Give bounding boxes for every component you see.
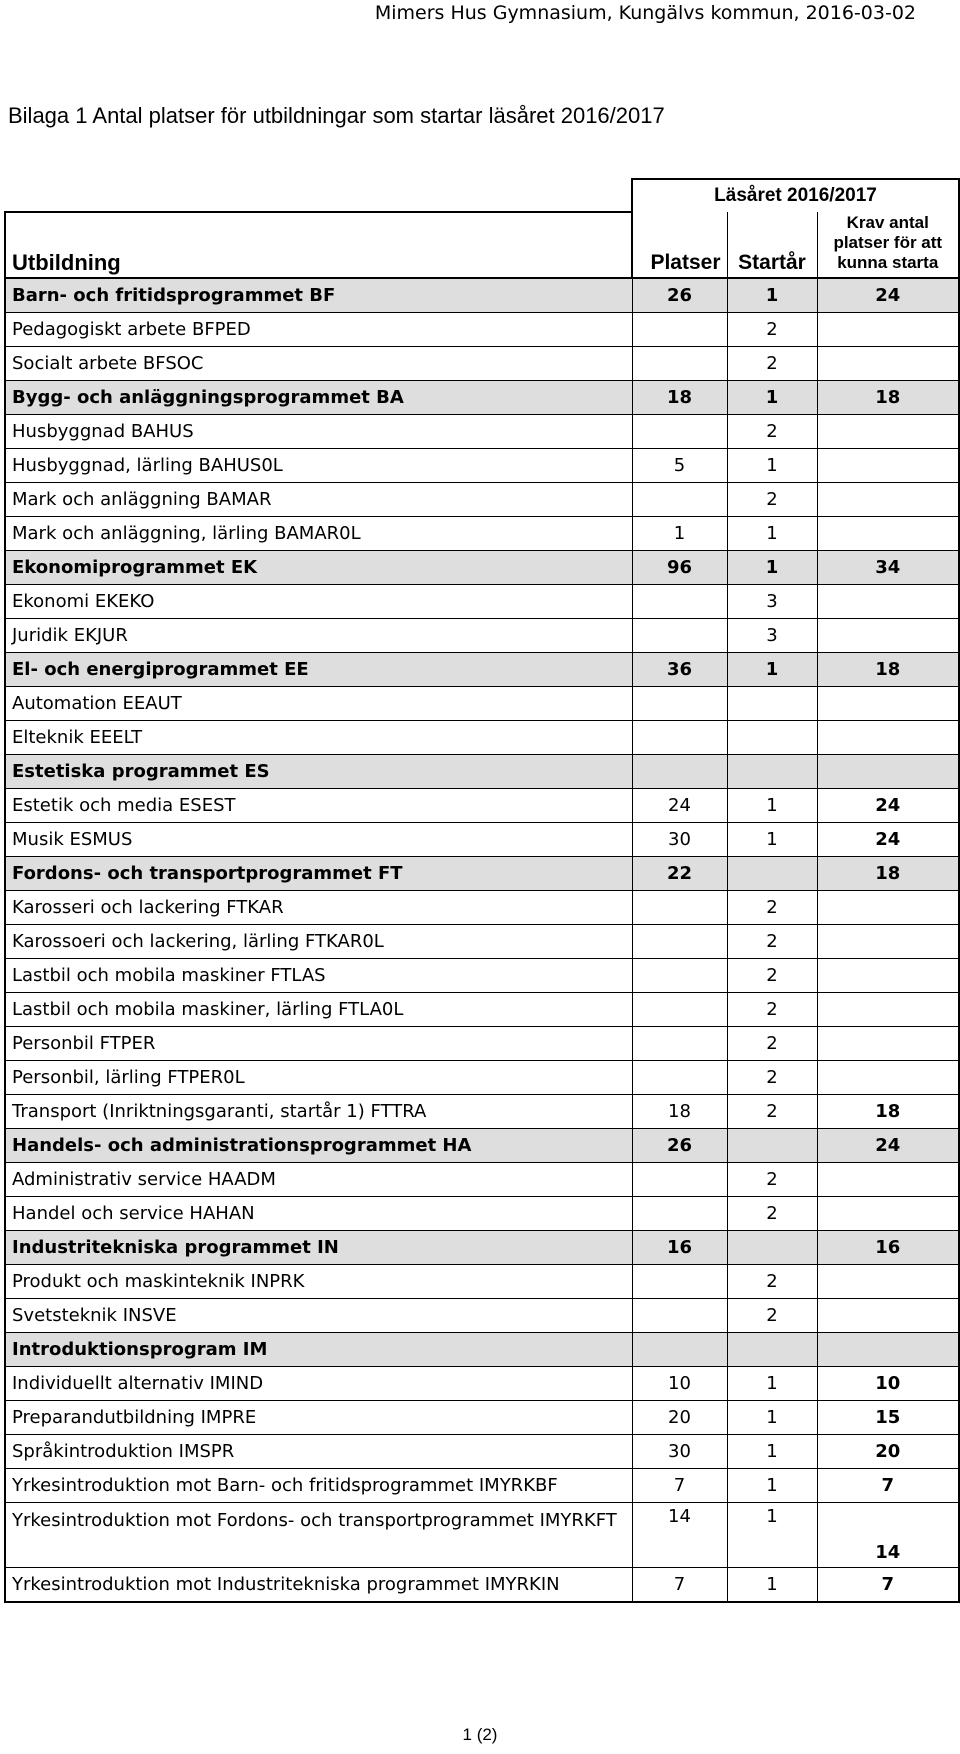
table-row bbox=[5, 925, 959, 959]
cell-platser: 36 bbox=[632, 653, 727, 687]
cell-platser: 22 bbox=[632, 857, 727, 891]
table-row bbox=[5, 993, 959, 1027]
table-row bbox=[5, 1061, 959, 1095]
column-header-startar: Startår bbox=[727, 212, 817, 278]
table-row bbox=[5, 1265, 959, 1299]
school-year-header: Läsåret 2016/2017 bbox=[632, 179, 959, 212]
cell-utbildning: Ekonomiprogrammet EK bbox=[5, 551, 632, 585]
cell-platser bbox=[632, 993, 727, 1027]
cell-startar: 1 bbox=[727, 551, 817, 585]
cell-startar: 1 bbox=[727, 278, 817, 313]
table-row bbox=[5, 789, 959, 823]
cell-utbildning: Lastbil och mobila maskiner FTLAS bbox=[5, 959, 632, 993]
cell-platser bbox=[632, 483, 727, 517]
cell-startar: 2 bbox=[727, 1095, 817, 1129]
cell-utbildning: Introduktionsprogram IM bbox=[5, 1333, 632, 1367]
cell-krav: 24 bbox=[817, 823, 959, 857]
program-row bbox=[5, 1231, 959, 1265]
program-row bbox=[5, 1129, 959, 1163]
cell-startar: 2 bbox=[727, 483, 817, 517]
cell-krav bbox=[817, 1265, 959, 1299]
cell-startar bbox=[727, 1231, 817, 1265]
table-row bbox=[5, 1095, 959, 1129]
cell-utbildning: Socialt arbete BFSOC bbox=[5, 347, 632, 381]
cell-platser: 26 bbox=[632, 1129, 727, 1163]
cell-krav: 18 bbox=[817, 1095, 959, 1129]
cell-platser bbox=[632, 1061, 727, 1095]
cell-krav: 18 bbox=[817, 381, 959, 415]
program-row bbox=[5, 551, 959, 585]
cell-krav: 7 bbox=[817, 1469, 959, 1503]
cell-utbildning: Automation EEAUT bbox=[5, 687, 632, 721]
cell-utbildning: Mark och anläggning BAMAR bbox=[5, 483, 632, 517]
table-row bbox=[5, 1299, 959, 1333]
cell-startar: 1 bbox=[727, 449, 817, 483]
cell-krav bbox=[817, 1197, 959, 1231]
cell-platser: 5 bbox=[632, 449, 727, 483]
cell-startar: 1 bbox=[727, 1367, 817, 1401]
table-row bbox=[5, 483, 959, 517]
cell-utbildning: Husbyggnad, lärling BAHUS0L bbox=[5, 449, 632, 483]
cell-utbildning: Karossoeri och lackering, lärling FTKAR0L bbox=[5, 925, 632, 959]
cell-krav bbox=[817, 313, 959, 347]
column-header-utbildning: Utbildning bbox=[5, 212, 632, 278]
cell-krav: 34 bbox=[817, 551, 959, 585]
cell-platser bbox=[632, 1163, 727, 1197]
cell-startar: 1 bbox=[727, 1401, 817, 1435]
cell-utbildning: Produkt och maskinteknik INPRK bbox=[5, 1265, 632, 1299]
cell-krav bbox=[817, 517, 959, 551]
column-header-platser: Platser bbox=[632, 212, 727, 278]
page-number: 1 (2) bbox=[462, 1725, 498, 1744]
table-row bbox=[5, 891, 959, 925]
cell-utbildning: Lastbil och mobila maskiner, lärling FTLA0L bbox=[5, 993, 632, 1027]
cell-krav bbox=[817, 483, 959, 517]
table-row bbox=[5, 347, 959, 381]
table-row bbox=[5, 959, 959, 993]
cell-utbildning: Industritekniska programmet IN bbox=[5, 1231, 632, 1265]
cell-utbildning: Transport (Inriktningsgaranti, startår 1) FTTRA bbox=[5, 1095, 632, 1129]
cell-platser bbox=[632, 1333, 727, 1367]
cell-krav bbox=[817, 755, 959, 789]
cell-utbildning: Pedagogiskt arbete BFPED bbox=[5, 313, 632, 347]
table-row bbox=[5, 1163, 959, 1197]
cell-startar: 1 bbox=[727, 1568, 817, 1603]
cell-utbildning: Bygg- och anläggningsprogrammet BA bbox=[5, 381, 632, 415]
cell-krav bbox=[817, 959, 959, 993]
cell-platser bbox=[632, 619, 727, 653]
table-row bbox=[5, 687, 959, 721]
program-row bbox=[5, 278, 959, 313]
cell-platser bbox=[632, 1265, 727, 1299]
cell-utbildning: Karosseri och lackering FTKAR bbox=[5, 891, 632, 925]
cell-platser bbox=[632, 925, 727, 959]
cell-utbildning: Juridik EKJUR bbox=[5, 619, 632, 653]
program-row bbox=[5, 857, 959, 891]
cell-platser: 30 bbox=[632, 823, 727, 857]
cell-platser: 10 bbox=[632, 1367, 727, 1401]
table-row bbox=[5, 1027, 959, 1061]
cell-utbildning: El- och energiprogrammet EE bbox=[5, 653, 632, 687]
cell-startar: 2 bbox=[727, 347, 817, 381]
cell-utbildning: Estetik och media ESEST bbox=[5, 789, 632, 823]
cell-krav: 24 bbox=[817, 1129, 959, 1163]
cell-krav bbox=[817, 449, 959, 483]
cell-startar: 2 bbox=[727, 1299, 817, 1333]
cell-utbildning: Yrkesintroduktion mot Barn- och fritidsprogrammet IMYRKBF bbox=[5, 1469, 632, 1503]
cell-platser: 20 bbox=[632, 1401, 727, 1435]
cell-startar bbox=[727, 1333, 817, 1367]
cell-utbildning: Yrkesintroduktion mot Fordons- och transportprogrammet IMYRKFT bbox=[5, 1503, 632, 1568]
cell-platser: 96 bbox=[632, 551, 727, 585]
cell-platser: 7 bbox=[632, 1469, 727, 1503]
cell-startar: 3 bbox=[727, 585, 817, 619]
cell-krav bbox=[817, 1163, 959, 1197]
cell-krav bbox=[817, 1299, 959, 1333]
table-row bbox=[5, 313, 959, 347]
table-row bbox=[5, 1197, 959, 1231]
cell-utbildning: Yrkesintroduktion mot Industritekniska programmet IMYRKIN bbox=[5, 1568, 632, 1603]
cell-startar: 1 bbox=[727, 823, 817, 857]
cell-utbildning: Handel och service HAHAN bbox=[5, 1197, 632, 1231]
cell-startar: 2 bbox=[727, 1061, 817, 1095]
cell-utbildning: Personbil, lärling FTPER0L bbox=[5, 1061, 632, 1095]
cell-platser bbox=[632, 959, 727, 993]
cell-startar: 1 bbox=[727, 517, 817, 551]
table-row bbox=[5, 517, 959, 551]
cell-krav bbox=[817, 585, 959, 619]
table-row bbox=[5, 1469, 959, 1503]
cell-utbildning: Språkintroduktion IMSPR bbox=[5, 1435, 632, 1469]
cell-startar: 2 bbox=[727, 993, 817, 1027]
document-title: Bilaga 1 Antal platser för utbildningar som startar läsåret 2016/2017 bbox=[8, 103, 665, 128]
cell-startar: 1 bbox=[727, 1503, 817, 1568]
cell-krav: 16 bbox=[817, 1231, 959, 1265]
cell-krav: 15 bbox=[817, 1401, 959, 1435]
cell-platser bbox=[632, 1299, 727, 1333]
cell-startar bbox=[727, 687, 817, 721]
cell-platser bbox=[632, 755, 727, 789]
cell-krav bbox=[817, 347, 959, 381]
cell-startar: 2 bbox=[727, 1197, 817, 1231]
cell-utbildning: Mark och anläggning, lärling BAMAR0L bbox=[5, 517, 632, 551]
cell-platser: 24 bbox=[632, 789, 727, 823]
cell-startar: 2 bbox=[727, 1027, 817, 1061]
cell-startar: 2 bbox=[727, 891, 817, 925]
cell-platser: 1 bbox=[632, 517, 727, 551]
table-row bbox=[5, 1367, 959, 1401]
cell-utbildning: Personbil FTPER bbox=[5, 1027, 632, 1061]
cell-utbildning: Husbyggnad BAHUS bbox=[5, 415, 632, 449]
table-row bbox=[5, 1435, 959, 1469]
table-row bbox=[5, 585, 959, 619]
cell-utbildning: Administrativ service HAADM bbox=[5, 1163, 632, 1197]
cell-platser bbox=[632, 347, 727, 381]
cell-startar: 2 bbox=[727, 959, 817, 993]
cell-platser bbox=[632, 891, 727, 925]
cell-platser: 18 bbox=[632, 381, 727, 415]
cell-startar: 1 bbox=[727, 1435, 817, 1469]
cell-krav bbox=[817, 993, 959, 1027]
cell-utbildning: Svetsteknik INSVE bbox=[5, 1299, 632, 1333]
cell-startar: 2 bbox=[727, 1265, 817, 1299]
table-row bbox=[5, 1503, 959, 1568]
cell-platser bbox=[632, 1027, 727, 1061]
table-row bbox=[5, 449, 959, 483]
cell-startar bbox=[727, 721, 817, 755]
cell-krav: 10 bbox=[817, 1367, 959, 1401]
cell-platser bbox=[632, 415, 727, 449]
education-table bbox=[4, 178, 960, 1603]
program-row bbox=[5, 381, 959, 415]
cell-platser: 14 bbox=[632, 1503, 727, 1568]
cell-krav bbox=[817, 687, 959, 721]
cell-krav bbox=[817, 1333, 959, 1367]
cell-utbildning: Handels- och administrationsprogrammet HA bbox=[5, 1129, 632, 1163]
cell-startar: 2 bbox=[727, 925, 817, 959]
cell-krav bbox=[817, 891, 959, 925]
cell-platser: 18 bbox=[632, 1095, 727, 1129]
page-header: Mimers Hus Gymnasium, Kungälvs kommun, 2016-03-02 bbox=[374, 2, 916, 24]
cell-platser bbox=[632, 1197, 727, 1231]
cell-startar bbox=[727, 857, 817, 891]
cell-krav bbox=[817, 1027, 959, 1061]
cell-utbildning: Barn- och fritidsprogrammet BF bbox=[5, 278, 632, 313]
cell-startar: 1 bbox=[727, 653, 817, 687]
table-row bbox=[5, 1401, 959, 1435]
cell-startar: 1 bbox=[727, 789, 817, 823]
table-row bbox=[5, 619, 959, 653]
cell-krav bbox=[817, 721, 959, 755]
cell-platser: 16 bbox=[632, 1231, 727, 1265]
cell-krav bbox=[817, 1061, 959, 1095]
cell-platser: 30 bbox=[632, 1435, 727, 1469]
cell-platser bbox=[632, 585, 727, 619]
program-row bbox=[5, 653, 959, 687]
cell-krav bbox=[817, 415, 959, 449]
cell-krav bbox=[817, 925, 959, 959]
cell-utbildning: Elteknik EEELT bbox=[5, 721, 632, 755]
cell-krav: 18 bbox=[817, 857, 959, 891]
cell-krav: 7 bbox=[817, 1568, 959, 1603]
cell-utbildning: Musik ESMUS bbox=[5, 823, 632, 857]
table-row bbox=[5, 823, 959, 857]
cell-krav: 18 bbox=[817, 653, 959, 687]
cell-startar: 3 bbox=[727, 619, 817, 653]
cell-utbildning: Preparandutbildning IMPRE bbox=[5, 1401, 632, 1435]
cell-startar: 2 bbox=[727, 313, 817, 347]
program-row bbox=[5, 755, 959, 789]
cell-startar: 1 bbox=[727, 1469, 817, 1503]
cell-krav: 24 bbox=[817, 789, 959, 823]
cell-startar: 2 bbox=[727, 1163, 817, 1197]
cell-utbildning: Individuellt alternativ IMIND bbox=[5, 1367, 632, 1401]
cell-platser bbox=[632, 313, 727, 347]
table-row bbox=[5, 1568, 959, 1603]
cell-utbildning: Ekonomi EKEKO bbox=[5, 585, 632, 619]
cell-utbildning: Fordons- och transportprogrammet FT bbox=[5, 857, 632, 891]
cell-krav: 24 bbox=[817, 278, 959, 313]
cell-platser: 26 bbox=[632, 278, 727, 313]
cell-startar: 1 bbox=[727, 381, 817, 415]
cell-platser: 7 bbox=[632, 1568, 727, 1603]
cell-krav: 20 bbox=[817, 1435, 959, 1469]
table-row bbox=[5, 415, 959, 449]
cell-startar bbox=[727, 755, 817, 789]
column-header-krav: Krav antal platser för att kunna starta bbox=[817, 212, 959, 278]
cell-utbildning: Estetiska programmet ES bbox=[5, 755, 632, 789]
table-row bbox=[5, 721, 959, 755]
program-row bbox=[5, 1333, 959, 1367]
cell-krav: 14 bbox=[817, 1503, 959, 1568]
cell-platser bbox=[632, 721, 727, 755]
cell-krav bbox=[817, 619, 959, 653]
cell-startar bbox=[727, 1129, 817, 1163]
cell-startar: 2 bbox=[727, 415, 817, 449]
cell-platser bbox=[632, 687, 727, 721]
